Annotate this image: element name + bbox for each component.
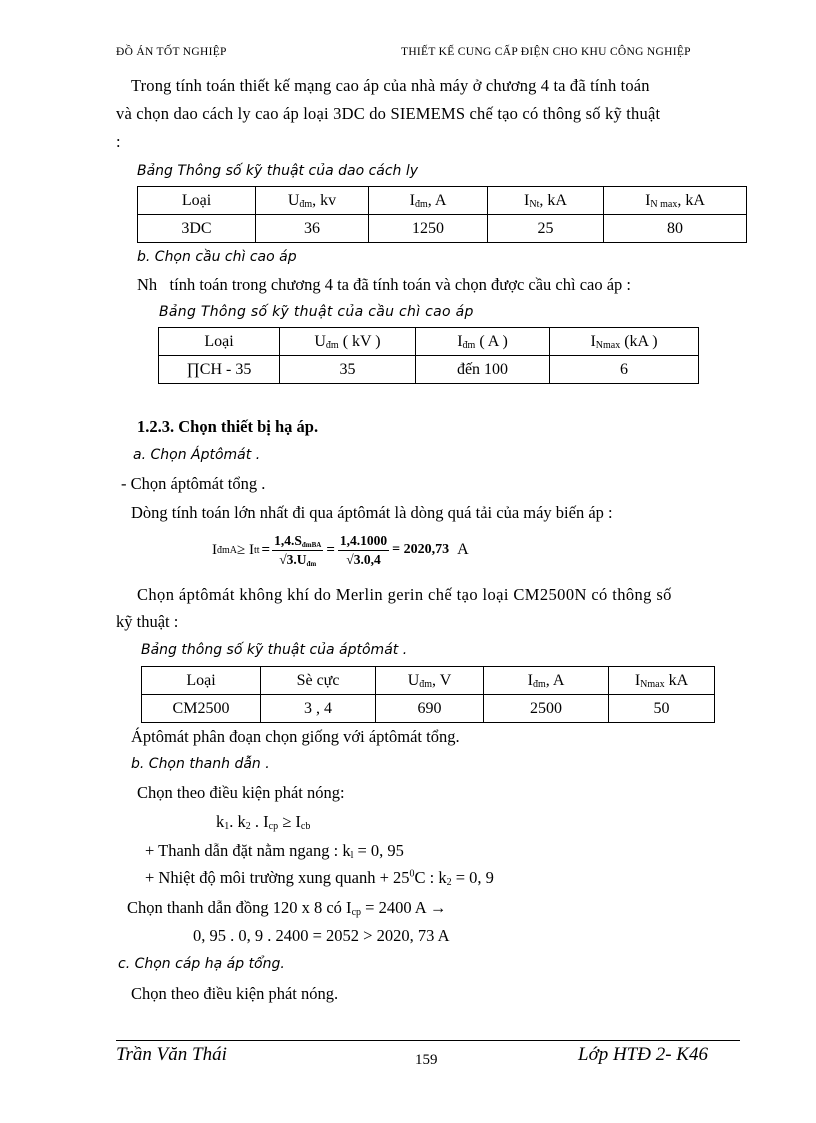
intro-line-2: và chọn dao cách ly cao áp loại 3DC do SIEMEMS chế tạo có thông số kỹ thuật	[116, 104, 661, 123]
table-header-row	[138, 187, 747, 215]
table-cell: 6	[550, 356, 699, 384]
table-header-cell: Sè cực	[261, 667, 376, 695]
section-b-fuse: b. Chọn cầu chì cao áp	[137, 249, 297, 265]
copper-busbar-line: Chọn thanh dẫn đồng 120 x 8 có $I_{cp} = 2400$ A →	[127, 898, 447, 918]
merlin-line-2: kỹ thuật :	[116, 612, 179, 631]
calculation-line: 0, 95 . 0, 9 . 2400 = 2052 > 2020, 73 A	[193, 926, 450, 945]
merlin-line-1: Chọn áptômát không khí do Merlin gerin chế tạo loại CM2500N có thông số	[137, 585, 672, 604]
main-breaker-line: - Chọn áptômát tổng .	[121, 474, 266, 493]
table-cell: 1250	[369, 215, 488, 243]
intro-line-1: Trong tính toán thiết kế mạng cao áp của nhà máy ở chương 4 ta đã tính toán	[131, 76, 650, 95]
temperature-line: + Nhiệt độ môi trường xung quanh + $25^0C$ : $k_2 = 0$, 9	[145, 868, 494, 888]
table-header-cell: $I_{đm}$, A	[484, 667, 609, 695]
section-breaker-line: Áptômát phân đoạn chọn giống với áptômát tổng.	[131, 727, 460, 746]
page-number: 159	[415, 1052, 438, 1068]
section-heading-123: 1.2.3. Chọn thiết bị hạ áp.	[137, 417, 319, 436]
table-header-cell: $U_{đm}$, V	[376, 667, 484, 695]
table-header-cell: $I_{Nmax}$ (kA )	[550, 328, 699, 356]
table-header-cell: $I_{Nt}$, kA	[488, 187, 604, 215]
header-right: THIẾT KẾ CUNG CẤP ĐIỆN CHO KHU CÔNG NGHIỆP	[401, 46, 691, 58]
table-header-cell: $U_{đm}$ ( kV )	[280, 328, 416, 356]
section-a: a. Chọn Áptômát .	[133, 447, 261, 463]
table-header-cell: $I_{Nmax}$ kA	[609, 667, 715, 695]
table-cell: 36	[256, 215, 369, 243]
table1-caption: Bảng Thông số kỹ thuật của dao cách ly	[137, 163, 419, 179]
table-row	[142, 695, 715, 723]
table-header-cell: $U_{đm}$, kv	[256, 187, 369, 215]
table-cell: 50	[609, 695, 715, 723]
table3-caption: Bảng thông số kỹ thuật của áptômát .	[141, 642, 408, 658]
heating-condition-line: Chọn theo điều kiện phát nóng:	[137, 783, 345, 802]
table-cell: 35	[280, 356, 416, 384]
section-c: c. Chọn cáp hạ áp tổng.	[118, 956, 285, 972]
intro-line-3: :	[116, 132, 121, 151]
condition-formula: $k_1$. $k_2$ . $I_{cp} \ge I_{cb}$	[216, 812, 311, 832]
table-row	[138, 215, 747, 243]
table-cell: 690	[376, 695, 484, 723]
table-cell: 2500	[484, 695, 609, 723]
table-header-cell: $I_{đm}$ ( A )	[416, 328, 550, 356]
footer-divider	[116, 1040, 740, 1041]
footer-class: Lớp HTĐ 2- K46	[578, 1044, 708, 1065]
current-formula: I đmA ≥ I tt = $\frac{1,4.S_{đmBA}}{√3.U_{đm}}$ = $\frac{1,4.1000}{√3.0,4}$ = 2020,73 A	[212, 532, 469, 568]
table-cell: CM2500	[142, 695, 261, 723]
table-header-cell: $I_{đm}$, A	[369, 187, 488, 215]
table3	[141, 666, 715, 723]
footer-author: Trần Văn Thái	[116, 1044, 227, 1065]
table-header-row	[142, 667, 715, 695]
table-cell: ∏CH - 35	[159, 356, 280, 384]
table-row	[159, 356, 699, 384]
max-current-line: Dòng tính toán lớn nhất đi qua áptômát là dòng quá tải của máy biến áp :	[131, 503, 613, 522]
flat-busbar-line: + Thanh dẫn đặt nằm ngang : $k_l = 0$, 95	[145, 841, 404, 861]
table-cell: 80	[604, 215, 747, 243]
fuse-intro: Nh tính toán trong chương 4 ta đã tính toán và chọn được cầu chì cao áp :	[137, 275, 631, 294]
table2	[158, 327, 699, 384]
table2-caption: Bảng Thông số kỹ thuật của cầu chì cao áp	[159, 304, 474, 320]
fraction-2: $\frac{1,4.1000}{√3.0,4}$	[339, 532, 388, 567]
table-header-row	[159, 328, 699, 356]
fraction-1: $\frac{1,4.S_{đmBA}}{√3.U_{đm}}$	[274, 532, 322, 568]
table-cell: 3 , 4	[261, 695, 376, 723]
table-cell: đến 100	[416, 356, 550, 384]
table1	[137, 186, 747, 243]
table-header-cell: Loại	[138, 187, 256, 215]
table-cell: 25	[488, 215, 604, 243]
section-b-busbar: b. Chọn thanh dẫn .	[131, 756, 270, 772]
table-header-cell: $I_{N max}$, kA	[604, 187, 747, 215]
table-header-cell: Loại	[159, 328, 280, 356]
table-cell: 3DC	[138, 215, 256, 243]
heating-condition-line-2: Chọn theo điều kiện phát nóng.	[131, 984, 339, 1003]
table-header-cell: Loại	[142, 667, 261, 695]
header-left: ĐỒ ÁN TỐT NGHIỆP	[116, 46, 227, 58]
